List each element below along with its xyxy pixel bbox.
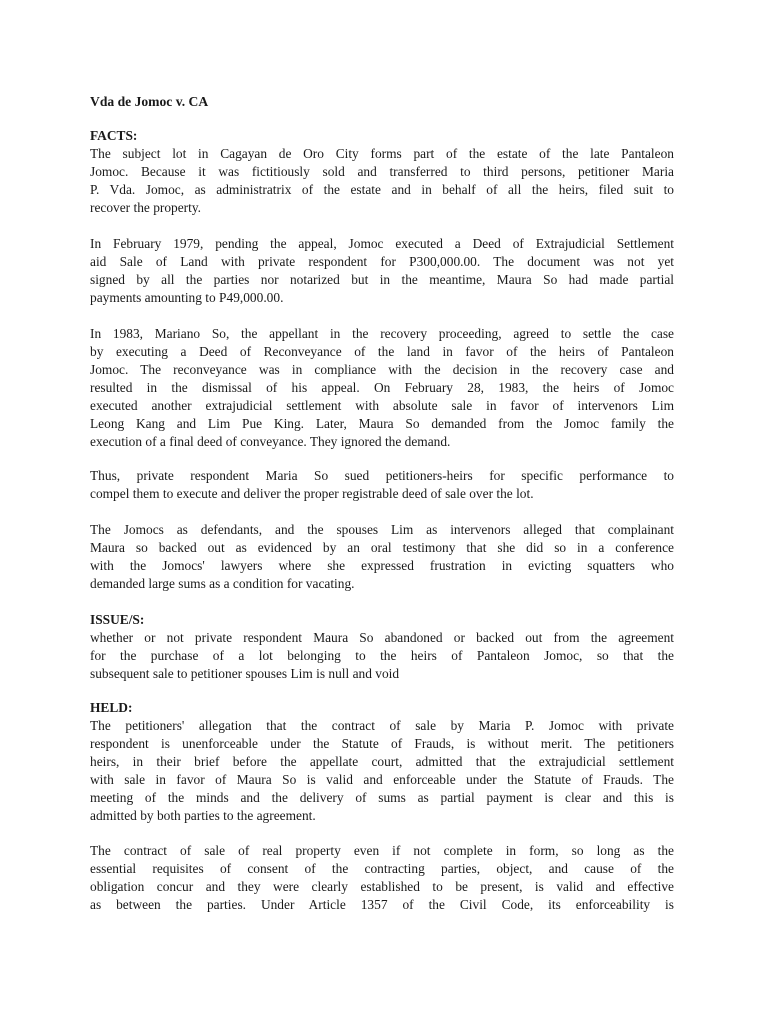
text-line: The subject lot in Cagayan de Oro City forms part of the estate of the late Pantaleon [90,146,674,161]
text-line: execution of a final deed of conveyance. They ignored the demand. [90,434,451,449]
text-line: recover the property. [90,200,202,215]
text-line: P. Vda. Jomoc, as administratrix of the estate and in behalf of all the heirs, filed suit to [90,182,674,197]
text-line: In 1983, Mariano So, the appellant in the recovery proceeding, agreed to settle the case [90,326,674,341]
text-line: compel them to execute and deliver the proper registrable deed of sale over the lot. [90,486,534,501]
text-line: Jomoc. The reconveyance was in compliance with the decision in the recovery case and [90,362,674,377]
facts-paragraph-3 [90,325,674,451]
text-line: with the Jomocs' lawyers where she expressed frustration in evicting squatters who [90,558,674,573]
facts-paragraph-1 [90,145,674,217]
text-line: The Jomocs as defendants, and the spouses Lim as intervenors alleged that complainant [90,522,674,537]
text-line: The contract of sale of real property even if not complete in form, so long as the [90,843,674,858]
text-line: with sale in favor of Maura So is valid and enforceable under the Statute of Frauds. The [90,772,674,787]
held-heading: HELD: [90,700,133,715]
text-line: Leong Kang and Lim Pue King. Later, Maura So demanded from the Jomoc family the [90,416,674,431]
issues-heading: ISSUE/S: [90,612,145,627]
text-line: respondent is unenforceable under the Statute of Frauds, is without merit. The petitioners [90,736,674,751]
text-line: The petitioners' allegation that the contract of sale by Maria P. Jomoc with private [90,718,674,733]
held-section [90,699,674,825]
text-line: whether or not private respondent Maura So abandoned or backed out from the agreement [90,630,674,645]
text-line: Maura so backed out as evidenced by an oral testimony that she did so in a conference [90,540,674,555]
text-line: demanded large sums as a condition for vacating. [90,576,355,591]
text-line: heirs, in their brief before the appellate court, admitted that the extrajudicial settlement [90,754,674,769]
issues-section [90,611,674,683]
facts-paragraph-2 [90,235,674,307]
text-line: meeting of the minds and the delivery of sums as partial payment is clear and this is [90,790,674,805]
text-line: obligation concur and they were clearly established to be present, is valid and effective [90,879,674,894]
text-line: admitted by both parties to the agreement. [90,808,316,823]
text-line: Jomoc. Because it was fictitiously sold and transferred to third persons, petitioner Maria [90,164,674,179]
text-line: aid Sale of Land with private respondent for P300,000.00. The document was not yet [90,254,674,269]
text-line: payments amounting to P49,000.00. [90,290,284,305]
text-line: signed by all the parties nor notarized but in the meantime, Maura So had made partial [90,272,674,287]
held-paragraph-2 [90,842,674,914]
text-line: Thus, private respondent Maria So sued petitioners-heirs for specific performance to [90,468,674,483]
facts-heading: FACTS: [90,128,138,143]
facts-paragraph-4 [90,467,674,503]
case-title: Vda de Jomoc v. CA [90,94,209,109]
text-line: executed another extrajudicial settlement with absolute sale in favor of intervenors Lim [90,398,674,413]
facts-section [90,127,674,145]
text-line: In February 1979, pending the appeal, Jomoc executed a Deed of Extrajudicial Settlement [90,236,674,251]
text-line: for the purchase of a lot belonging to the heirs of Pantaleon Jomoc, so that the [90,648,674,663]
text-line: by executing a Deed of Reconveyance of the land in favor of the heirs of Pantaleon [90,344,674,359]
text-line: essential requisites of consent of the contracting parties, object, and cause of the [90,861,674,876]
text-line: subsequent sale to petitioner spouses Lim is null and void [90,666,400,681]
facts-paragraph-5 [90,521,674,593]
text-line: resulted in the dismissal of his appeal. On February 28, 1983, the heirs of Jomoc [90,380,674,395]
text-line: as between the parties. Under Article 1357 of the Civil Code, its enforceability is [90,897,674,912]
